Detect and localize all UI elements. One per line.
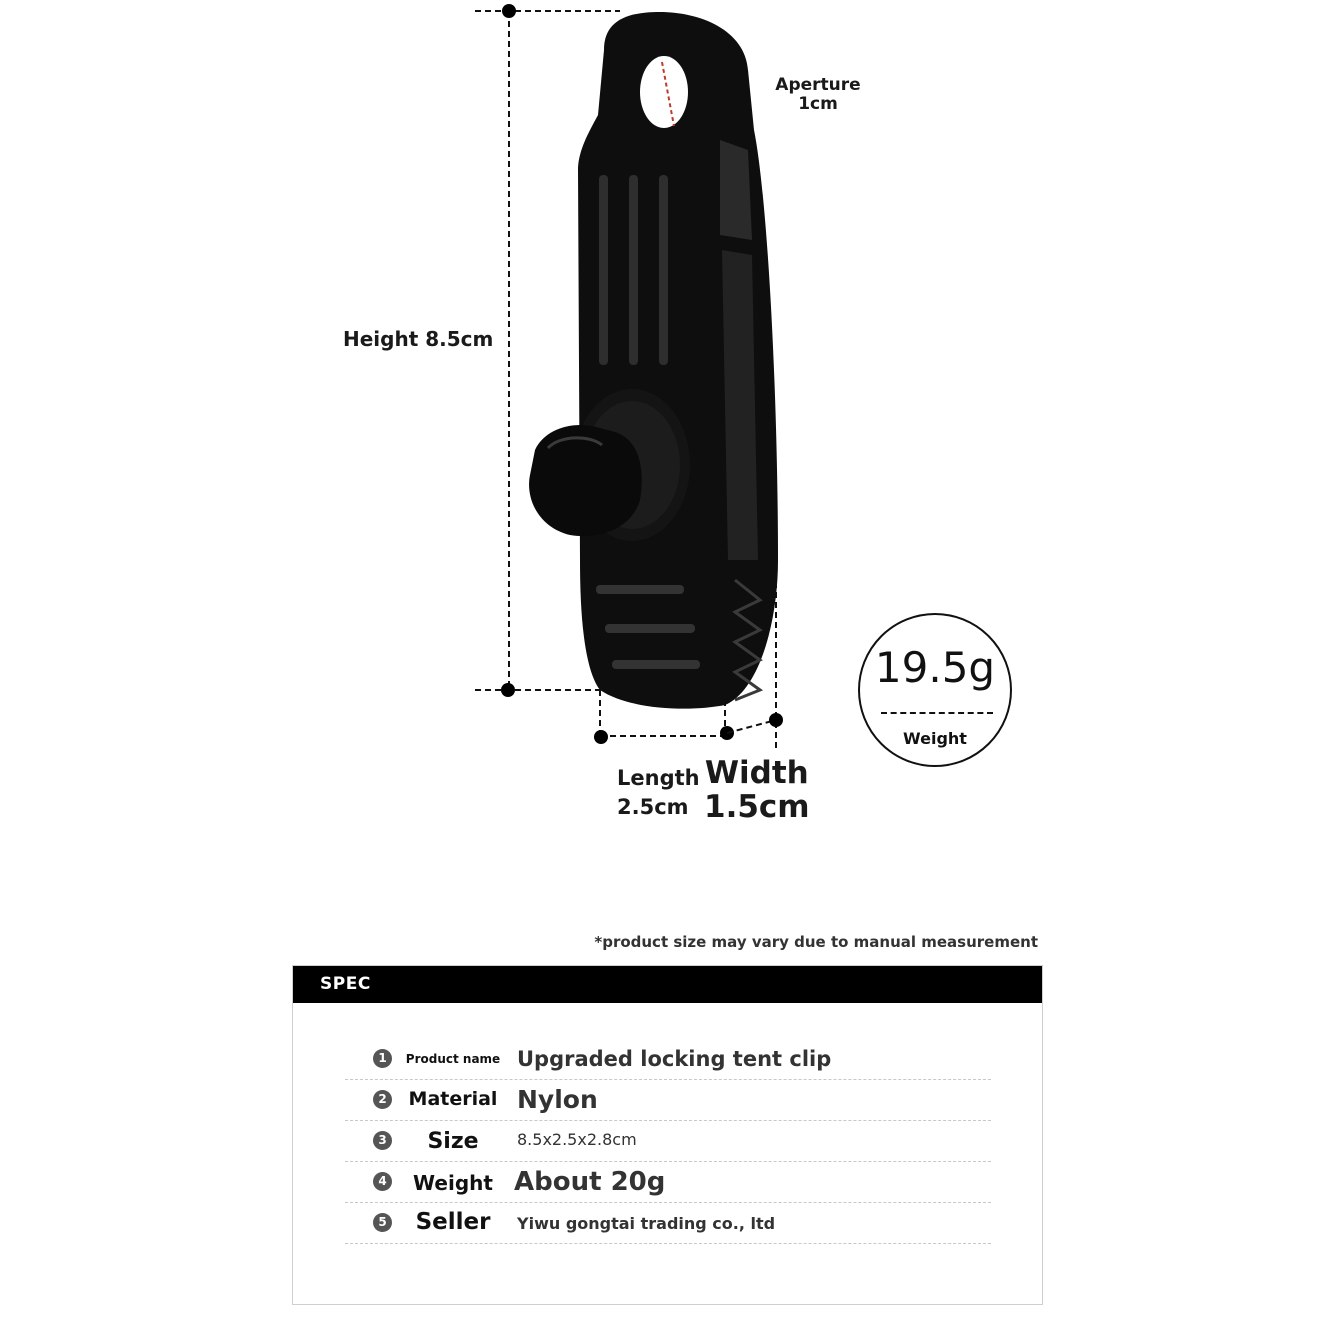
- spec-value: About 20g: [514, 1167, 666, 1197]
- width-dot: [769, 713, 783, 727]
- width-label: Width: [704, 755, 809, 791]
- spec-header: [293, 966, 1042, 1003]
- weight-badge-value: 19.5g: [874, 643, 996, 692]
- length-value: 2.5cm: [617, 795, 689, 819]
- aperture-value: 1cm: [798, 94, 838, 114]
- aperture-label: Aperture: [775, 75, 861, 95]
- spec-key: Seller: [415, 1209, 491, 1235]
- spec-row-product-name: [345, 1039, 991, 1080]
- spec-row-weight: [345, 1162, 991, 1203]
- row-number-badge: 1: [373, 1049, 392, 1068]
- spec-title: SPEC: [320, 974, 371, 994]
- spec-key: Material: [408, 1088, 498, 1110]
- length-annotation: [617, 764, 700, 822]
- row-number-badge: 3: [373, 1131, 392, 1150]
- row-number-badge: 4: [373, 1172, 392, 1191]
- spec-table: [292, 965, 1043, 1305]
- spec-key: Product name: [405, 1052, 501, 1066]
- height-bottom-dot: [501, 683, 515, 697]
- aperture-annotation: [760, 76, 876, 114]
- aperture-hole: [640, 56, 688, 128]
- measurement-disclaimer: *product size may vary due to manual measurement: [594, 933, 1038, 951]
- spec-value: Upgraded locking tent clip: [517, 1047, 832, 1071]
- row-number-badge: 2: [373, 1090, 392, 1109]
- weight-badge-caption: Weight: [903, 729, 967, 748]
- row-number-badge: 5: [373, 1213, 392, 1232]
- weight-badge: [858, 613, 1012, 767]
- height-top-dot: [502, 4, 516, 18]
- spec-value: 8.5x2.5x2.8cm: [517, 1130, 637, 1149]
- spec-key: Size: [427, 1129, 479, 1154]
- spec-value: Yiwu gongtai trading co., ltd: [517, 1214, 776, 1233]
- height-label: Height 8.5cm: [343, 327, 494, 351]
- spec-row-material: [345, 1080, 991, 1121]
- locking-knob: [529, 389, 690, 541]
- width-value: 1.5cm: [704, 789, 810, 825]
- weight-badge-divider: [881, 712, 993, 714]
- spec-value: Nylon: [517, 1085, 598, 1114]
- length-left-dot: [594, 730, 608, 744]
- spec-row-size: [345, 1121, 991, 1162]
- spec-row-seller: [345, 1203, 991, 1244]
- spec-key: Weight: [413, 1171, 493, 1195]
- width-annotation: [704, 756, 810, 824]
- length-label: Length: [617, 766, 700, 790]
